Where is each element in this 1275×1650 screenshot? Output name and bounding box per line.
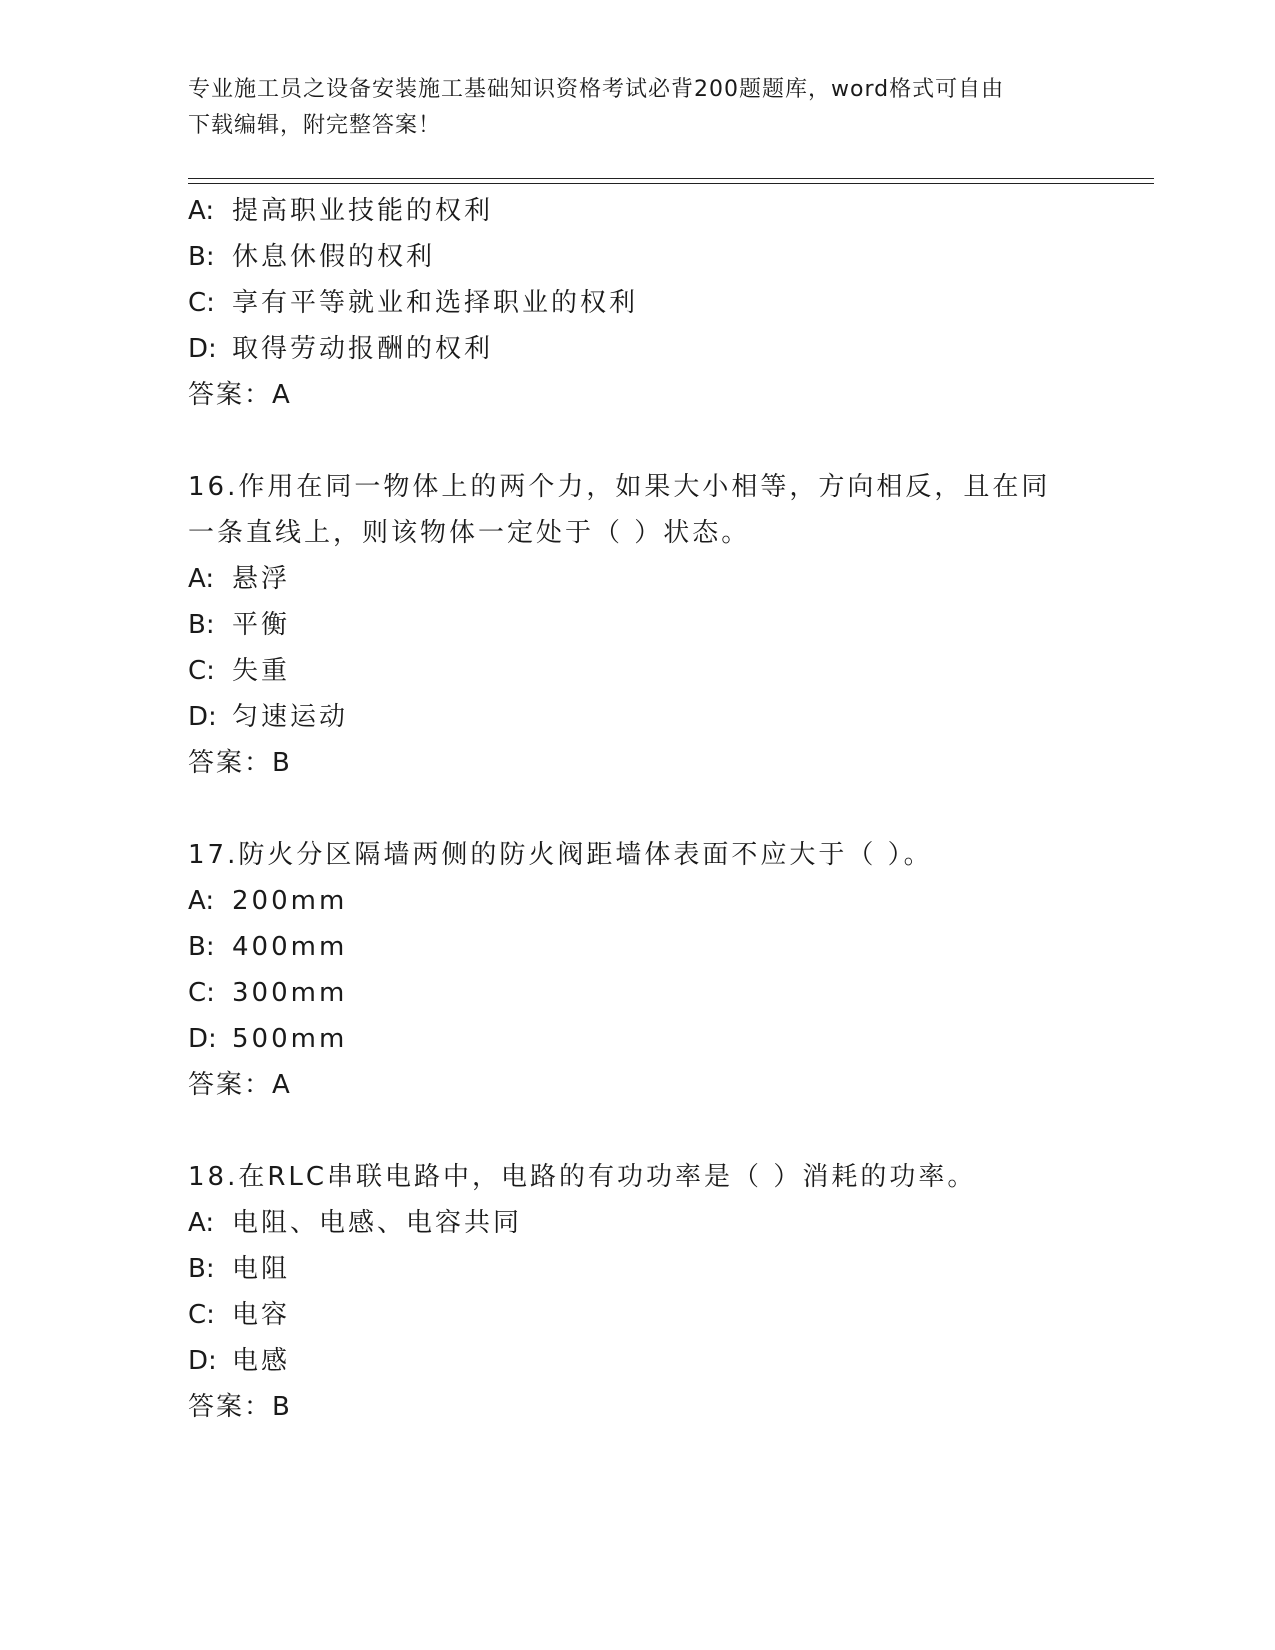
question-18 xyxy=(188,1154,1088,1430)
option-label: D: xyxy=(188,702,217,732)
option-a xyxy=(188,1200,1088,1246)
option-text: 提高职业技能的权利 xyxy=(232,196,494,226)
answer: 答案：B xyxy=(188,1392,292,1422)
question-text: 17.防火分区隔墙两侧的防火阀距墙体表面不应大于（ ）。 xyxy=(188,840,933,870)
option-d xyxy=(188,1016,1088,1062)
answer: 答案：A xyxy=(188,1070,292,1100)
question-15 xyxy=(188,188,1088,418)
option-d xyxy=(188,694,1088,740)
header-divider-bottom xyxy=(188,183,1154,184)
option-label: C: xyxy=(188,288,215,318)
option-text: 平衡 xyxy=(232,610,291,640)
option-c xyxy=(188,280,1088,326)
answer: 答案：B xyxy=(188,748,292,778)
option-label: B: xyxy=(188,242,215,272)
option-label: A: xyxy=(188,886,215,916)
option-label: B: xyxy=(188,1254,215,1284)
option-text: 400mm xyxy=(232,932,348,962)
document-body xyxy=(188,188,1088,1430)
option-a xyxy=(188,188,1088,234)
option-text: 电容 xyxy=(232,1300,291,1330)
option-text: 休息休假的权利 xyxy=(232,242,436,272)
option-c xyxy=(188,1292,1088,1338)
option-d xyxy=(188,326,1088,372)
option-text: 取得劳动报酬的权利 xyxy=(232,334,494,364)
option-text: 电阻、电感、电容共同 xyxy=(232,1208,523,1238)
option-label: D: xyxy=(188,1346,217,1376)
option-text: 享有平等就业和选择职业的权利 xyxy=(232,288,639,318)
option-label: C: xyxy=(188,656,215,686)
option-label: A: xyxy=(188,1208,215,1238)
option-label: C: xyxy=(188,978,215,1008)
option-text: 电阻 xyxy=(232,1254,291,1284)
option-text: 200mm xyxy=(232,886,348,916)
document-header xyxy=(188,72,1068,144)
option-label: D: xyxy=(188,334,217,364)
answer: 答案：A xyxy=(188,380,292,410)
option-a xyxy=(188,556,1088,602)
header-line-1: 专业施工员之设备安装施工基础知识资格考试必背200题题库，word格式可自由 xyxy=(188,77,1005,102)
option-b xyxy=(188,1246,1088,1292)
option-text: 匀速运动 xyxy=(232,702,349,732)
option-label: A: xyxy=(188,564,215,594)
option-label: D: xyxy=(188,1024,217,1054)
option-text: 悬浮 xyxy=(232,564,291,594)
question-text: 18.在RLC串联电路中，电路的有功功率是（ ）消耗的功率。 xyxy=(188,1162,977,1192)
question-text: 16.作用在同一物体上的两个力，如果大小相等，方向相反，且在同一条直线上，则该物体一定处于（ ）状态。 xyxy=(188,472,1051,548)
option-c xyxy=(188,648,1088,694)
option-label: C: xyxy=(188,1300,215,1330)
option-text: 失重 xyxy=(232,656,291,686)
option-text: 300mm xyxy=(232,978,348,1008)
option-label: B: xyxy=(188,932,215,962)
option-label: B: xyxy=(188,610,215,640)
question-17 xyxy=(188,832,1088,1108)
question-16 xyxy=(188,464,1088,786)
option-b xyxy=(188,234,1088,280)
option-b xyxy=(188,602,1088,648)
option-c xyxy=(188,970,1088,1016)
option-a xyxy=(188,878,1088,924)
option-text: 500mm xyxy=(232,1024,348,1054)
option-text: 电感 xyxy=(232,1346,291,1376)
header-line-2: 下载编辑，附完整答案！ xyxy=(188,113,442,138)
option-label: A: xyxy=(188,196,215,226)
header-divider-top xyxy=(188,178,1154,179)
option-d xyxy=(188,1338,1088,1384)
option-b xyxy=(188,924,1088,970)
